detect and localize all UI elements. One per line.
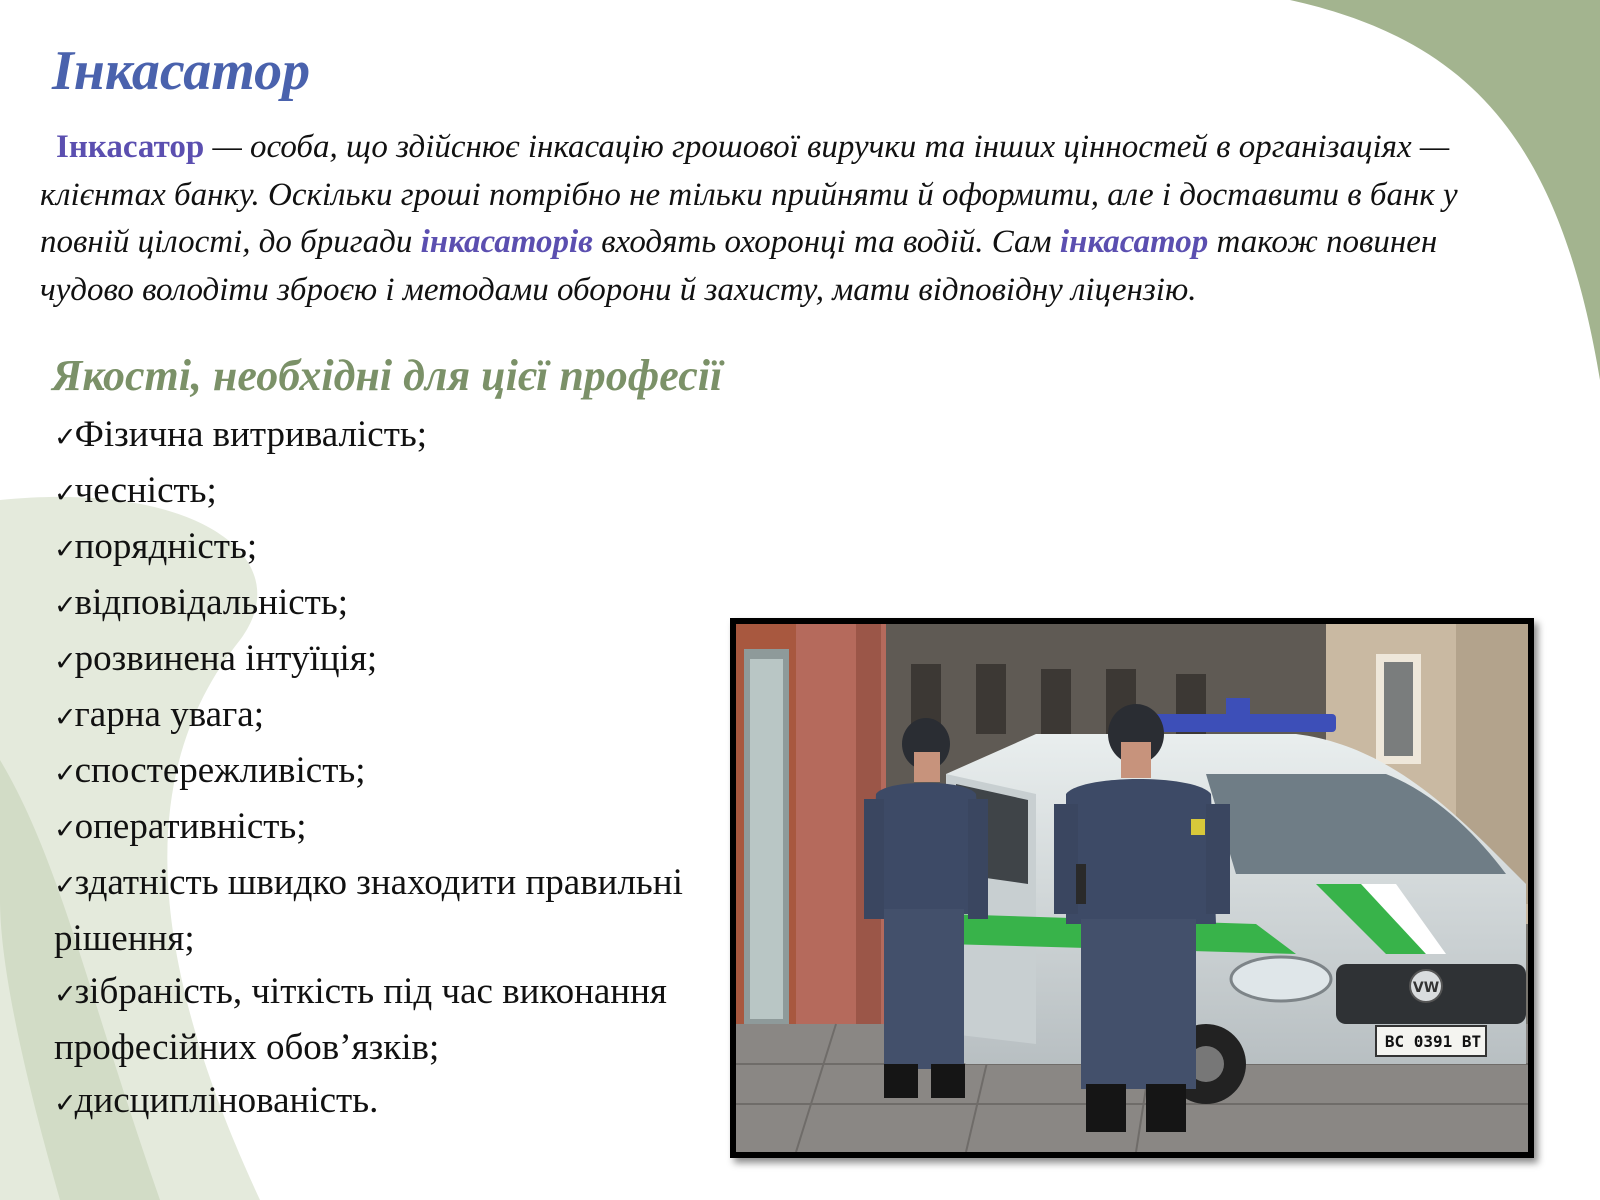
- intro-term-again: інкасатор: [1059, 224, 1209, 260]
- quality-item: [54, 464, 734, 520]
- quality-item: [54, 408, 734, 464]
- license-plate-text: ВС 0391 ВТ: [1384, 1032, 1482, 1051]
- qualities-list: [54, 408, 734, 1130]
- cash-collectors-photo: [736, 624, 1528, 1152]
- checkmark-icon: ✓: [54, 758, 77, 789]
- quality-item: [54, 856, 734, 965]
- quality-text: дисциплінованість.: [74, 1080, 379, 1121]
- checkmark-icon: ✓: [54, 814, 77, 845]
- checkmark-icon: ✓: [54, 422, 77, 453]
- checkmark-icon: ✓: [54, 646, 77, 677]
- intro-text-part3: також повинен чудово володіти зброєю і методами оборони й захисту, мати відповідну ліцензію.: [40, 224, 1438, 308]
- quality-item: [54, 576, 734, 632]
- checkmark-icon: ✓: [54, 702, 77, 733]
- checkmark-icon: ✓: [54, 979, 77, 1010]
- vw-logo-text: VW: [1412, 980, 1440, 996]
- intro-paragraph: [40, 124, 1510, 314]
- checkmark-icon: ✓: [54, 590, 77, 621]
- quality-text: Фізична витривалість;: [74, 414, 428, 455]
- intro-text-part2: входять охоронці та водій. Сам: [592, 224, 1060, 260]
- quality-text: гарна увага;: [74, 694, 264, 735]
- quality-text: зібраність, чіткість під час виконання професійних обов’язків;: [54, 971, 667, 1068]
- intro-text-part1: — особа, що здійснює інкасацію грошової виручки та інших цінностей в організаціях — клієнтах банку. Оскільки гроші потрібно не тільки прийняти й оформити, але і доставити в банк у повній цілості, до бригади: [40, 129, 1458, 260]
- checkmark-icon: ✓: [54, 534, 77, 565]
- intro-term: Інкасатор: [56, 129, 205, 165]
- intro-term-plural: інкасаторів: [420, 224, 593, 260]
- checkmark-icon: ✓: [54, 478, 77, 509]
- photo-frame: [730, 618, 1534, 1158]
- slide-title: Інкасатор: [52, 40, 311, 102]
- quality-item: [54, 632, 734, 688]
- quality-item: [54, 520, 734, 576]
- quality-text: чесність;: [74, 470, 217, 511]
- quality-item: [54, 744, 734, 800]
- quality-item: [54, 800, 734, 856]
- quality-text: відповідальність;: [74, 582, 348, 623]
- checkmark-icon: ✓: [54, 870, 77, 901]
- checkmark-icon: ✓: [54, 1088, 77, 1119]
- quality-item: [54, 965, 734, 1074]
- quality-item: [54, 1074, 734, 1130]
- quality-text: порядність;: [74, 526, 258, 567]
- quality-text: спостережливість;: [74, 750, 366, 791]
- qualities-heading: Якості, необхідні для цієї професії: [52, 351, 723, 400]
- quality-text: розвинена інтуїція;: [74, 638, 378, 679]
- quality-text: оперативність;: [74, 806, 307, 847]
- quality-text: здатність швидко знаходити правильні рішення;: [54, 862, 683, 959]
- van-light-bar: [1136, 714, 1336, 732]
- quality-item: [54, 688, 734, 744]
